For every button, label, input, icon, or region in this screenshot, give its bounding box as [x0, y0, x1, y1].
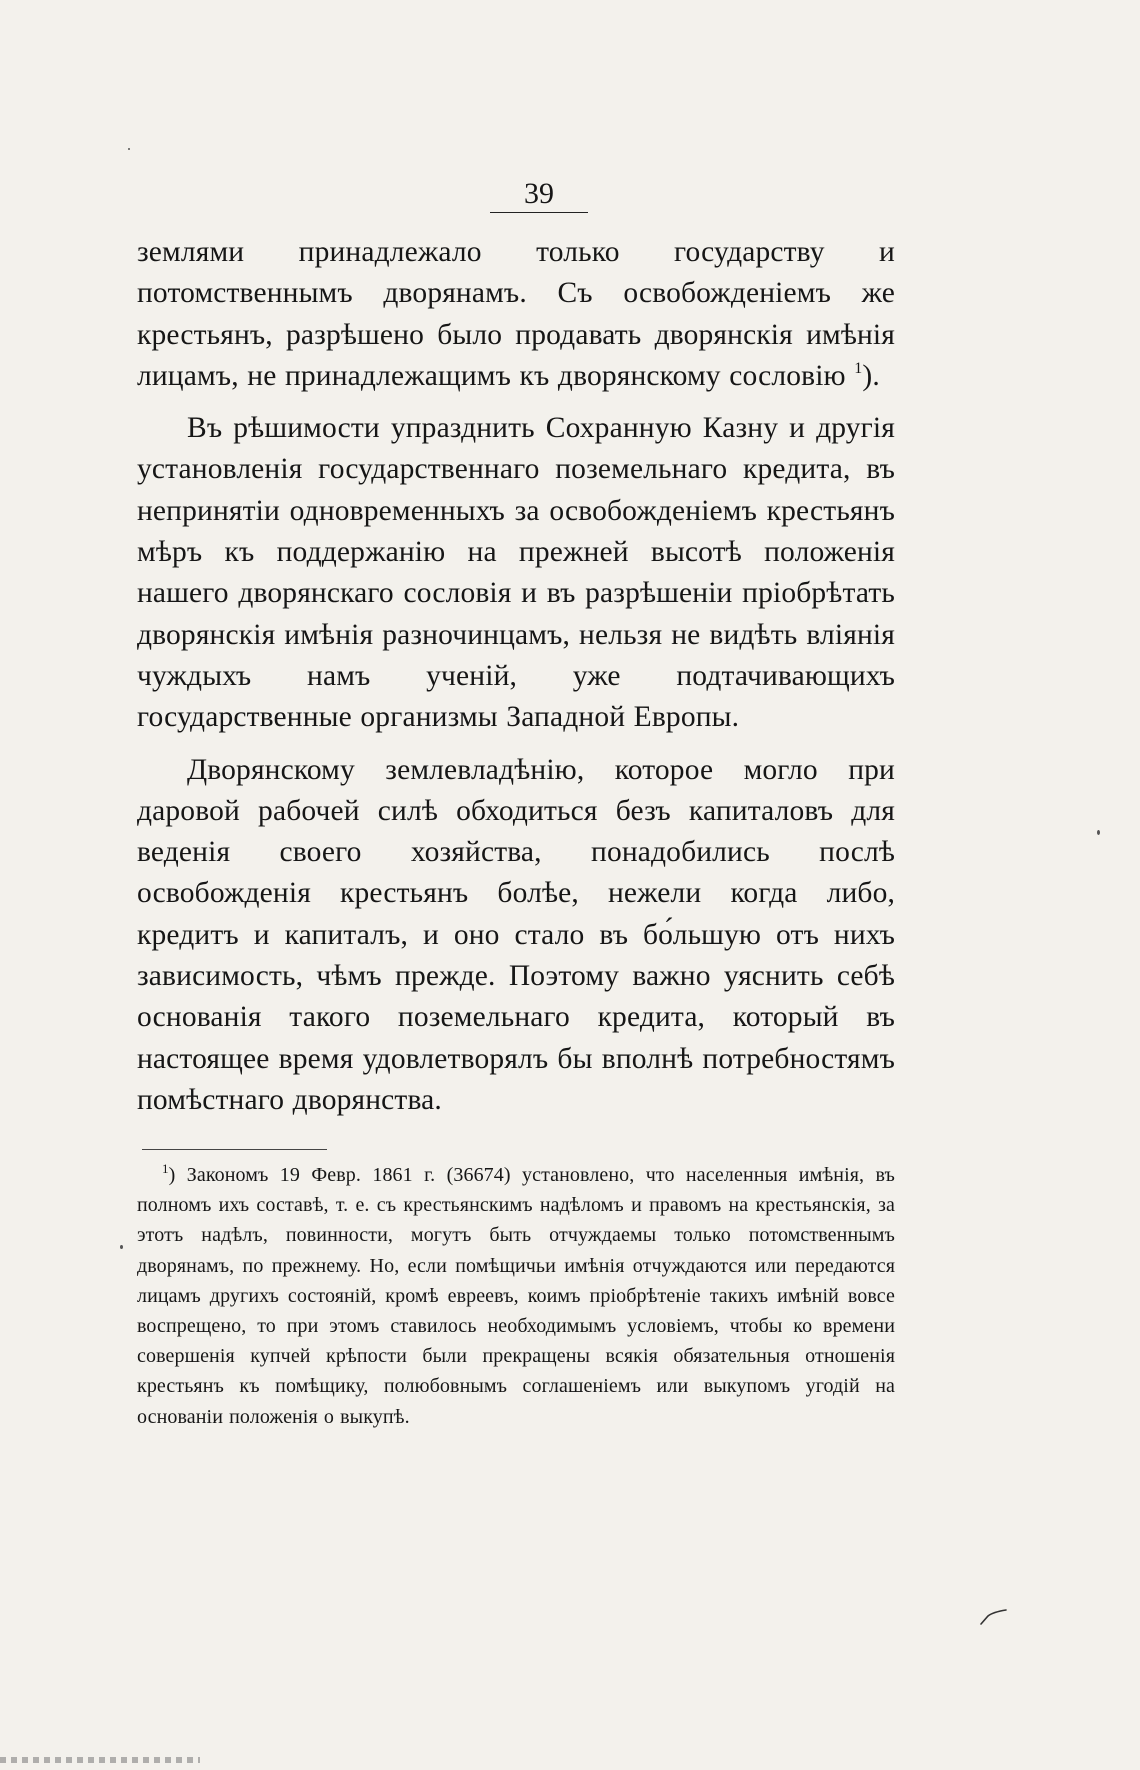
- pencil-mark: [979, 1608, 1009, 1626]
- footnote-text: ) Закономъ 19 Февр. 1861 г. (36674) установлено, что населенныя имѣнія, въ полномъ ихъ составѣ, т. е. съ крестьянскимъ надѣломъ и правомъ на крестьянскія, за этотъ надѣлъ, повинности, могутъ быть отчуждаемы только потомственнымъ дворянамъ, по прежнему. Но, если помѣщичьи имѣнія отчуждаются или передаются лицамъ другихъ состояній, кромѣ евреевъ, коимъ пріобрѣтеніе такихъ имѣній вовсе воспрещено, то при этомъ ставилось необходимымъ условіемъ, чтобы ко времени совершенія купчей крѣпости были прекращены всякія обязательныя отношенія крестьянъ къ помѣщику, полюбовнымъ соглашеніемъ или выкупомъ угодій на основаніи положенія о выкупѣ.: [137, 1164, 895, 1428]
- page-number: 39: [490, 176, 588, 213]
- scan-speck: [120, 1245, 123, 1249]
- paragraph-1-text: землями принадлежало только государству и потомственнымъ дворянамъ. Съ освобожденіемъ же крестьянъ, разрѣшено было продавать дворянскія имѣнія лицамъ, не принадлежащимъ къ дворянскому сословію: [137, 236, 895, 392]
- scan-speck: [1097, 830, 1100, 835]
- paragraph-2: Въ рѣшимости упразднить Сохранную Казну и другія установленія государственнаго поземельнаго кредита, въ непринятіи одновременныхъ за освобожденіемъ крестьянъ мѣръ къ поддержанію на прежней высотѣ положенія нашего дворянскаго сословія и въ разрѣшеніи пріобрѣтать дворянскія имѣнія разночинцамъ, нельзя не видѣть вліянія чуждыхъ намъ ученій, уже подтачивающихъ государственные организмы Западной Европы.: [137, 412, 895, 734]
- body-text: [137, 232, 895, 1121]
- paragraph-1: [137, 232, 895, 397]
- footnote-separator: [142, 1149, 327, 1150]
- footnote: [137, 1160, 895, 1432]
- footnote-marker: 1: [162, 1161, 169, 1176]
- scan-speck: [128, 148, 130, 150]
- paragraph-1-end: ).: [862, 359, 880, 392]
- footnote-reference: 1: [854, 359, 863, 377]
- paragraph-3: Дворянскому землевладѣнію, которое могло при даровой рабочей силѣ обходиться безъ капиталовъ для веденія своего хозяйства, понадобились послѣ освобожденія крестьянъ болѣе, нежели когда либо, кредитъ и капиталъ, и оно стало въ бо́льшую отъ нихъ зависимость, чѣмъ прежде. Поэтому важно уяснить себѣ основанія такого поземельнаго кредита, который въ настоящее время удовлетворялъ бы вполнѣ потребностямъ помѣстнаго дворянства.: [137, 753, 895, 1116]
- scan-edge-mark: [0, 1757, 200, 1763]
